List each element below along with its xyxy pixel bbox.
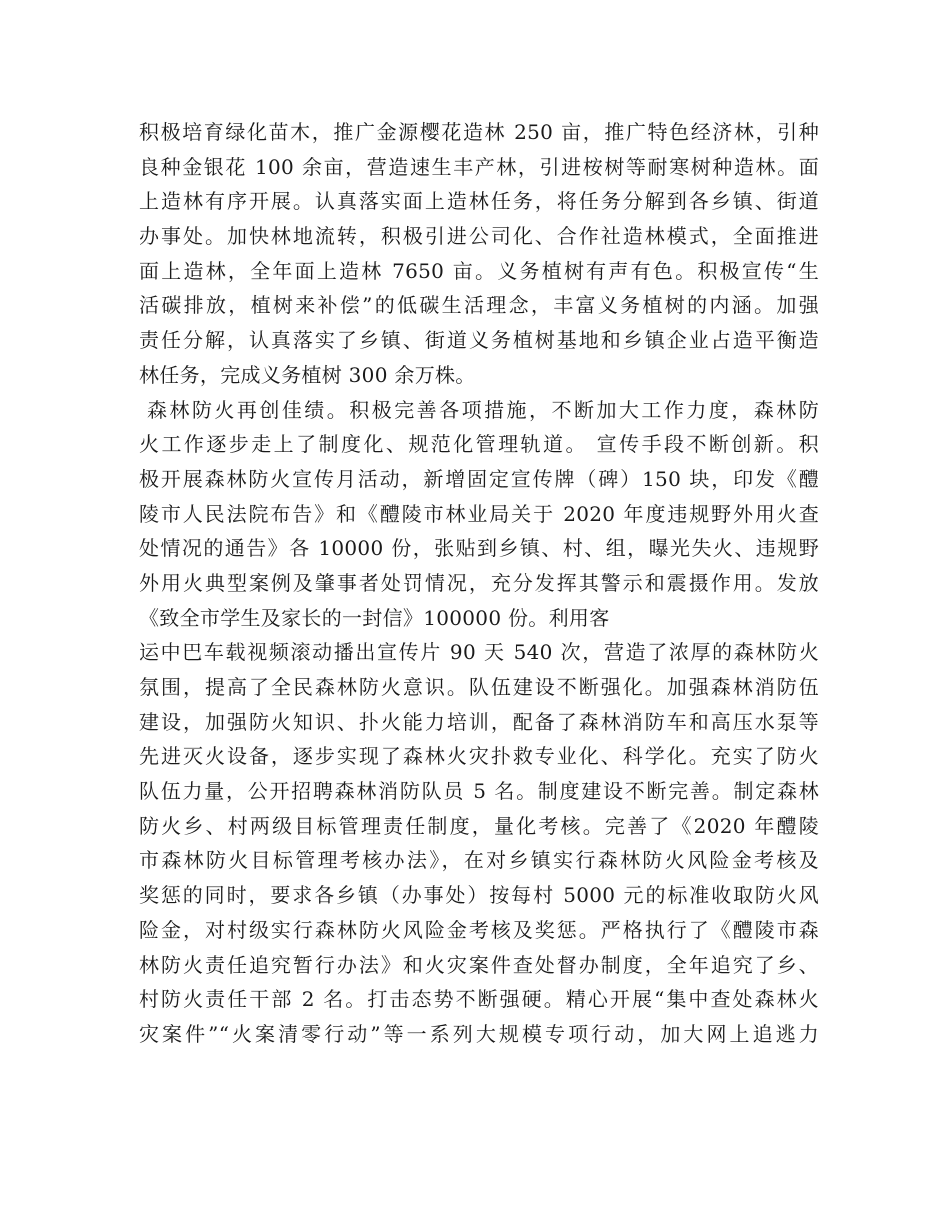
- text-line: 村防火责任干部 2 名。打击态势不断强硬。精心开展“集中查处森林火: [139, 987, 819, 1012]
- text-line: 积极培育绿化苗木，推广金源樱花造林 250 亩，推广特色经济林，引种: [139, 120, 819, 144]
- text-line: 队伍力量，公开招聘森林消防队员 5 名。制度建设不断完善。制定森林: [139, 779, 819, 804]
- text-line: 活碳排放，植树来补偿”的低碳生活理念，丰富义务植树的内涵。加强: [139, 293, 819, 318]
- text-line: 责任分解，认真落实了乡镇、街道义务植树基地和乡镇企业占造平衡造: [139, 328, 819, 353]
- text-line: 办事处。加快林地流转，积极引进公司化、合作社造林模式，全面推进: [139, 224, 819, 249]
- text-line: 林防火责任追究暂行办法》和火灾案件查处督办制度，全年追究了乡、: [139, 952, 819, 977]
- text-line: 火工作逐步走上了制度化、规范化管理轨道。 宣传手段不断创新。积: [139, 432, 819, 457]
- text-line: 面上造林，全年面上造林 7650 亩。义务植树有声有色。积极宣传“生: [139, 258, 819, 283]
- text-line: 森林防火再创佳绩。积极完善各项措施，不断加大工作力度，森林防: [147, 397, 819, 422]
- text-line: 处情况的通告》各 10000 份，张贴到乡镇、村、组，曝光失火、违规野: [139, 536, 819, 561]
- text-line: 上造林有序开展。认真落实面上造林任务，将任务分解到各乡镇、街道: [139, 189, 819, 214]
- text-line: 防火乡、村两级目标管理责任制度，量化考核。完善了《2020 年醴陵: [139, 813, 819, 838]
- text-line: 极开展森林防火宣传月活动，新增固定宣传牌（碑）150 块，印发《醴: [139, 466, 819, 491]
- text-line: 外用火典型案例及肇事者处罚情况，充分发挥其警示和震摄作用。发放: [139, 570, 819, 595]
- text-line: 奖惩的同时，要求各乡镇（办事处）按每村 5000 元的标准收取防火风: [139, 883, 819, 908]
- text-line: 先进灭火设备，逐步实现了森林火灾扑救专业化、科学化。充实了防火: [139, 744, 819, 769]
- text-line: 市森林防火目标管理考核办法》，在对乡镇实行森林防火风险金考核及: [139, 848, 819, 873]
- text-line: 运中巴车载视频滚动播出宣传片 90 天 540 次，营造了浓厚的森林防火: [139, 640, 819, 665]
- text-line: 灾案件”“火案清零行动”等一系列大规模专项行动，加大网上追逃力: [139, 1021, 819, 1046]
- text-line: 险金，对村级实行森林防火风险金考核及奖惩。严格执行了《醴陵市森: [139, 917, 819, 942]
- text-line: 林任务，完成义务植树 300 余万株。: [139, 362, 476, 387]
- text-line: 陵市人民法院布告》和《醴陵市林业局关于 2020 年度违规野外用火查: [139, 501, 819, 526]
- text-line: 建设，加强防火知识、扑火能力培训，配备了森林消防车和高压水泵等: [139, 709, 819, 734]
- text-line: 《致全市学生及家长的一封信》100000 份。利用客: [139, 605, 610, 630]
- body-text: [139, 115, 819, 1052]
- text-line: 良种金银花 100 余亩，营造速生丰产林，引进桉树等耐寒树种造林。面: [139, 154, 819, 179]
- text-line: 氛围，提高了全民森林防火意识。队伍建设不断强化。加强森林消防伍: [139, 675, 819, 699]
